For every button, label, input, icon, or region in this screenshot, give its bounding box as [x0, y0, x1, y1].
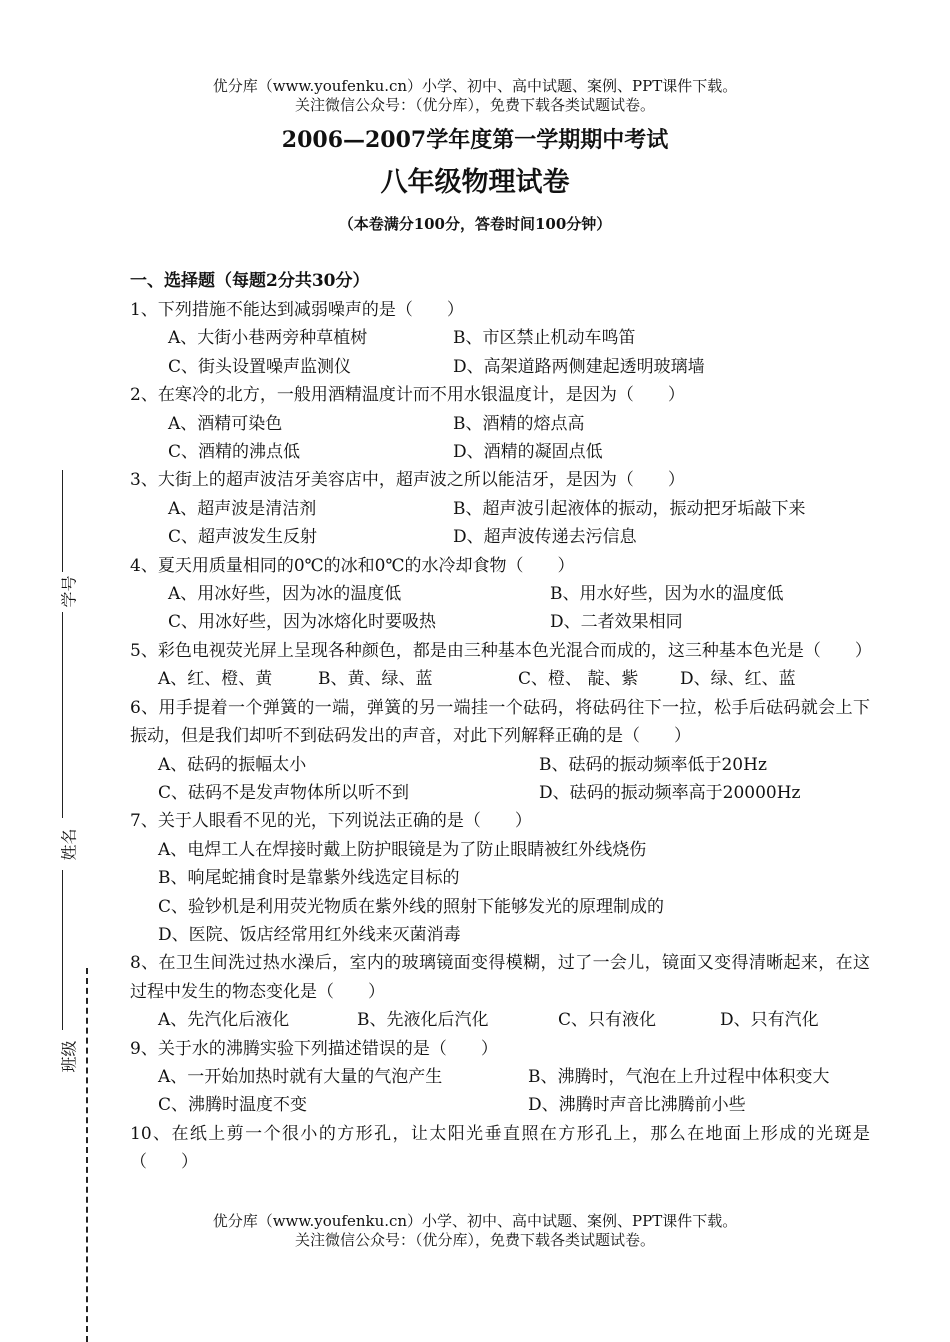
header-banner-line2: 关注微信公众号：（优分库），免费下载各类试题试卷。 [294, 96, 655, 114]
footer-banner [0, 1212, 950, 1250]
question-stem: 9、关于水的沸腾实验下列描述错误的是（ ） [130, 1038, 498, 1059]
option-d: D、高架道路两侧建起透明玻璃墙 [453, 356, 705, 377]
question-list [130, 296, 870, 1177]
option-a: A、电焊工人在焊接时戴上防护眼镜是为了防止眼睛被红外线烧伤 [158, 839, 647, 860]
student-id-label: 学号 [59, 575, 79, 608]
option-b: B、先液化后汽化 [357, 1010, 489, 1031]
option-d: D、酒精的凝固点低 [453, 442, 603, 463]
question-stem: 4、夏天用质量相同的0℃的冰和0℃的水冷却食物（ ） [130, 555, 575, 576]
option-c: C、超声波发生反射 [168, 527, 318, 548]
margin-line [62, 870, 63, 1030]
exam-title: 2006—2007学年度第一学期期中考试 [281, 127, 669, 153]
option-d: D、二者效果相同 [550, 612, 683, 633]
option-a: A、酒精可染色 [168, 413, 283, 434]
option-b: B、酒精的熔点高 [453, 413, 585, 434]
question-stem: 7、关于人眼看不见的光，下列说法正确的是（ ） [130, 811, 532, 832]
option-a: A、一开始加热时就有大量的气泡产生 [158, 1066, 443, 1087]
margin-line [62, 470, 63, 572]
question-stem: 2、在寒冷的北方，一般用酒精温度计而不用水银温度计，是因为（ ） [130, 385, 685, 406]
option-d: D、砝码的振动频率高于20000Hz [539, 782, 801, 803]
footer-banner-line2: 关注微信公众号：（优分库），免费下载各类试题试卷。 [294, 1231, 655, 1249]
option-d: D、只有汽化 [720, 1010, 819, 1031]
question-stem: 1、下列措施不能达到减弱噪声的是（ ） [130, 300, 464, 320]
option-d: D、医院、饭店经常用红外线来灭菌消毒 [158, 924, 461, 945]
option-a: A、大街小巷两旁种草植树 [168, 328, 368, 349]
question-stem: 5、彩色电视荧光屏上呈现各种颜色，都是由三种基本色光混合而成的，这三种基本色光是（ ） [130, 640, 872, 661]
option-c: C、沸腾时温度不变 [158, 1095, 308, 1116]
option-b: B、超声波引起液体的振动，振动把牙垢敲下来 [453, 498, 806, 519]
question-stem: 10、在纸上剪一个很小的方形孔，让太阳光垂直照在方形孔上，那么在地面上形成的光斑是（ ） [130, 1123, 870, 1173]
option-c: C、用冰好些，因为冰熔化时要吸热 [168, 612, 437, 633]
question-stem: 8、在卫生间洗过热水澡后，室内的玻璃镜面变得模糊，过了一会儿，镜面又变得清晰起来，在这过程中发生的物态变化是（ ） [130, 953, 870, 1002]
option-c: C、只有液化 [558, 1010, 657, 1031]
option-b: B、用水好些，因为水的温度低 [550, 584, 784, 605]
option-b: B、沸腾时，气泡在上升过程中体积变大 [528, 1066, 830, 1087]
option-c: C、砝码不是发声物体所以听不到 [158, 782, 410, 803]
option-a: A、先汽化后液化 [158, 1010, 290, 1031]
question-stem: 3、大街上的超声波洁牙美容店中，超声波之所以能洁牙，是因为（ ） [130, 470, 685, 491]
binding-dashed-line [86, 968, 88, 1342]
option-d: D、沸腾时声音比沸腾前小些 [528, 1095, 746, 1116]
footer-banner-line1: 优分库（www.youfenku.cn）小学、初中、高中试题、案例、PPT课件下载。 [212, 1212, 738, 1230]
margin-line [62, 612, 63, 818]
question-stem: 6、用手提着一个弹簧的一端，弹簧的另一端挂一个砝码，将砝码往下一拉，松手后砝码就会上下振动，但是我们却听不到砝码发出的声音，对此下列解释正确的是（ ） [130, 697, 870, 747]
section-heading: 一、选择题（每题2分共30分） [130, 271, 370, 291]
option-c: C、酒精的沸点低 [168, 442, 301, 463]
option-d: D、超声波传递去污信息 [453, 527, 637, 548]
option-b: B、市区禁止机动车鸣笛 [453, 328, 636, 349]
exam-note: （本卷满分100分，答卷时间100分钟） [338, 215, 612, 233]
option-c: C、街头设置噪声监测仪 [168, 356, 352, 377]
option-a: A、用冰好些，因为冰的温度低 [168, 584, 402, 605]
header-banner-line1: 优分库（www.youfenku.cn）小学、初中、高中试题、案例、PPT课件下载。 [212, 77, 738, 95]
exam-subject-title: 八年级物理试卷 [380, 167, 570, 198]
option-c: C、橙、 靛、紫 [518, 669, 639, 690]
option-b: B、砝码的振动频率低于20Hz [539, 754, 767, 775]
option-c: C、验钞机是利用荧光物质在紫外线的照射下能够发光的原理制成的 [158, 896, 665, 917]
option-b: B、黄、绿、蓝 [318, 669, 433, 690]
option-b: B、响尾蛇捕食时是靠紫外线选定目标的 [158, 868, 460, 889]
option-d: D、绿、红、蓝 [680, 669, 796, 690]
class-label: 班级 [59, 1040, 79, 1073]
header-banner [0, 77, 950, 115]
option-a: A、超声波是清洁剂 [168, 498, 317, 519]
option-a: A、红、橙、黄 [158, 669, 273, 690]
option-a: A、砝码的振幅太小 [158, 754, 307, 775]
name-label: 姓名 [59, 828, 79, 861]
